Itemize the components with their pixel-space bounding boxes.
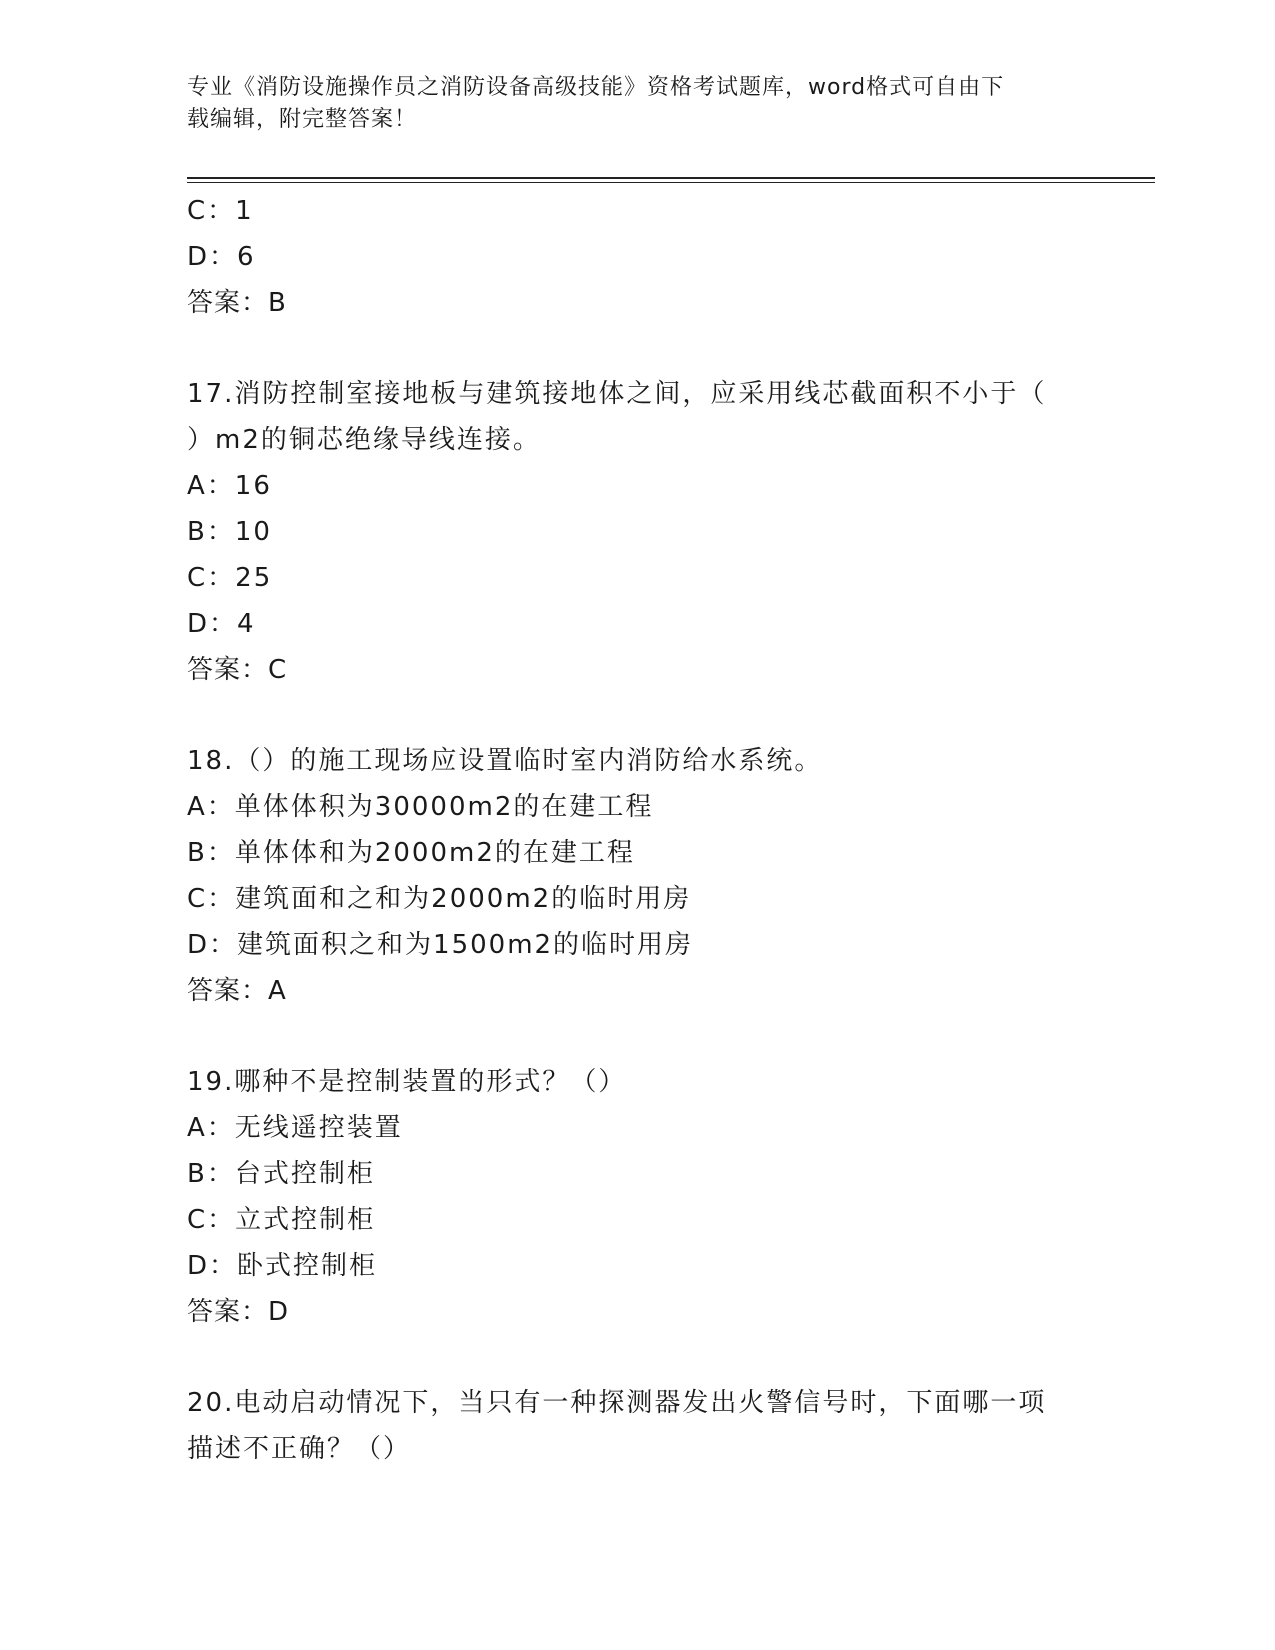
question-text: 18.（）的施工现场应设置临时室内消防给水系统。 [187,746,823,776]
option-c: C：25 [187,563,273,593]
question-text: 19.哪种不是控制装置的形式？（） [187,1067,627,1097]
header-rule-thin [187,182,1155,183]
header-line-1: 专业《消防设施操作员之消防设备高级技能》资格考试题库，word格式可自由下 [187,75,1005,100]
answer-line: 答案：B [187,288,287,318]
option-a: A：16 [187,471,272,501]
question-block-partial [187,188,1087,326]
option-d: D：6 [187,242,256,272]
question-text: 17.消防控制室接地板与建筑接地体之间，应采用线芯截面积不小于（ [187,379,1047,409]
answer-line: 答案：C [187,655,288,685]
document-header [187,72,1067,136]
question-block-20 [187,1380,1087,1472]
option-c: C：建筑面和之和为2000m2的临时用房 [187,884,692,914]
option-c: C：立式控制柜 [187,1205,376,1235]
question-block-18 [187,738,1087,1014]
question-text-cont: ）m2的铜芯绝缘导线连接。 [187,425,541,455]
header-rule-thick [187,177,1155,179]
question-text-cont: 描述不正确？（） [187,1434,412,1464]
document-body [187,188,1087,1472]
question-text: 20.电动启动情况下，当只有一种探测器发出火警信号时，下面哪一项 [187,1388,1047,1418]
option-d: D：4 [187,609,256,639]
question-block-19 [187,1059,1087,1335]
header-line-2: 载编辑，附完整答案！ [187,107,418,132]
answer-line: 答案：A [187,976,287,1006]
option-b: B：10 [187,517,272,547]
option-b: B：单体体和为2000m2的在建工程 [187,838,635,868]
answer-line: 答案：D [187,1297,290,1327]
option-a: A：单体体积为30000m2的在建工程 [187,792,654,822]
option-b: B：台式控制柜 [187,1159,375,1189]
option-a: A：无线遥控装置 [187,1113,403,1143]
option-d: D：建筑面积之和为1500m2的临时用房 [187,930,694,960]
option-d: D：卧式控制柜 [187,1251,378,1281]
option-c: C：1 [187,196,254,226]
question-block-17 [187,371,1087,693]
